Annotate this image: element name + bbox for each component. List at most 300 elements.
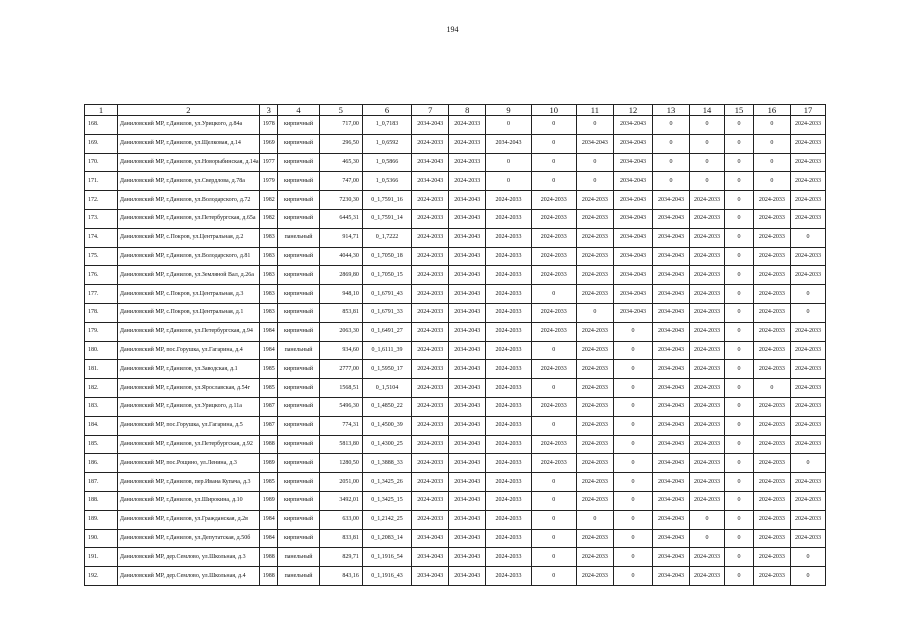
table-cell-col-17: 0: [790, 303, 825, 322]
table-cell-col-16: 2024-2033: [753, 341, 790, 360]
column-header-7: 7: [412, 105, 449, 116]
table-cell-col-4: кирпичный: [278, 172, 319, 191]
table-cell-col-15: 0: [725, 172, 754, 191]
table-cell-col-6: 0_1,6491_27: [362, 322, 411, 341]
table-cell-col-2: Даниловский МР, г.Данилов, ул.Заводская, д.1: [117, 360, 259, 379]
table-cell-col-6: 0_1,6111_39: [362, 341, 411, 360]
table-cell-col-11: 2024-2033: [576, 435, 613, 454]
table-cell-col-15: 0: [725, 191, 754, 210]
table-cell-col-2: Даниловский МР, г.Данилов, ул.Широкина, д.10: [117, 491, 259, 510]
table-cell-col-17: 0: [790, 228, 825, 247]
table-cell-col-3: 1983: [259, 285, 278, 304]
table-cell-col-14: 2024-2033: [690, 473, 725, 492]
table-cell-col-7: 2034-2043: [412, 172, 449, 191]
table-cell-col-17: 2024-2033: [790, 435, 825, 454]
table-cell-col-16: 2024-2033: [753, 416, 790, 435]
table-cell-col-11: 2024-2033: [576, 491, 613, 510]
table-cell-col-15: 0: [725, 322, 754, 341]
table-cell-col-14: 0: [690, 529, 725, 548]
table-cell-col-15: 0: [725, 473, 754, 492]
table-cell-col-12: 2034-2043: [613, 247, 652, 266]
table-header-row: [85, 105, 826, 116]
table-cell-col-12: 2034-2043: [613, 191, 652, 210]
table-cell-col-4: кирпичный: [278, 266, 319, 285]
table-cell-col-13: 2034-2043: [653, 285, 690, 304]
table-row: [85, 153, 826, 172]
table-cell-col-2: Даниловский МР, г.Данилов, ул.Свердлова, д.78а: [117, 172, 259, 191]
table-row: [85, 397, 826, 416]
table-cell-col-7: 2024-2033: [412, 303, 449, 322]
table-cell-col-1: 191.: [85, 548, 118, 567]
table-cell-col-7: 2024-2033: [412, 454, 449, 473]
table-cell-col-4: кирпичный: [278, 153, 319, 172]
table-cell-col-1: 172.: [85, 191, 118, 210]
column-header-10: 10: [531, 105, 576, 116]
table-cell-col-14: 2024-2033: [690, 567, 725, 586]
table-cell-col-1: 187.: [85, 473, 118, 492]
table-cell-col-14: 0: [690, 134, 725, 153]
table-cell-col-8: 2034-2043: [449, 416, 486, 435]
table-cell-col-16: 2024-2033: [753, 454, 790, 473]
table-cell-col-17: 0: [790, 567, 825, 586]
table-cell-col-14: 2024-2033: [690, 548, 725, 567]
table-cell-col-17: 2024-2033: [790, 134, 825, 153]
table-cell-col-4: панельный: [278, 567, 319, 586]
table-cell-col-7: 2024-2033: [412, 266, 449, 285]
table-cell-col-1: 190.: [85, 529, 118, 548]
table-cell-col-9: 2024-2033: [486, 341, 531, 360]
table-cell-col-12: 2034-2043: [613, 228, 652, 247]
table-cell-col-8: 2034-2043: [449, 209, 486, 228]
table-cell-col-14: 2024-2033: [690, 454, 725, 473]
table-cell-col-14: 2024-2033: [690, 341, 725, 360]
table-cell-col-7: 2034-2043: [412, 548, 449, 567]
table-cell-col-11: 2024-2033: [576, 285, 613, 304]
table-cell-col-3: 1985: [259, 379, 278, 398]
table-cell-col-11: 2024-2033: [576, 473, 613, 492]
table-cell-col-17: 2024-2033: [790, 416, 825, 435]
table-cell-col-11: 2024-2033: [576, 360, 613, 379]
table-cell-col-6: 0_1,2142_25: [362, 510, 411, 529]
table-cell-col-17: 2024-2033: [790, 473, 825, 492]
table-cell-col-15: 0: [725, 341, 754, 360]
table-row: [85, 510, 826, 529]
table-cell-col-10: 0: [531, 172, 576, 191]
table-cell-col-15: 0: [725, 491, 754, 510]
table-cell-col-6: 0_1,7591_14: [362, 209, 411, 228]
table-cell-col-17: 2024-2033: [790, 209, 825, 228]
table-cell-col-3: 1984: [259, 510, 278, 529]
table-cell-col-5: 843,16: [319, 567, 362, 586]
table-cell-col-12: 0: [613, 454, 652, 473]
column-header-6: 6: [362, 105, 411, 116]
table-cell-col-15: 0: [725, 153, 754, 172]
table-cell-col-1: 168.: [85, 116, 118, 135]
table-cell-col-1: 185.: [85, 435, 118, 454]
table-cell-col-17: 2024-2033: [790, 153, 825, 172]
table-cell-col-16: 2024-2033: [753, 247, 790, 266]
column-header-5: 5: [319, 105, 362, 116]
table-cell-col-8: 2034-2043: [449, 473, 486, 492]
table-cell-col-6: 1_0,5366: [362, 172, 411, 191]
table-cell-col-3: 1982: [259, 191, 278, 210]
table-cell-col-3: 1989: [259, 454, 278, 473]
table-cell-col-17: 0: [790, 548, 825, 567]
table-cell-col-4: кирпичный: [278, 454, 319, 473]
table-cell-col-7: 2024-2033: [412, 247, 449, 266]
table-row: [85, 341, 826, 360]
table-cell-col-4: кирпичный: [278, 322, 319, 341]
table-cell-col-7: 2034-2043: [412, 116, 449, 135]
table-cell-col-8: 2034-2043: [449, 435, 486, 454]
table-cell-col-10: 0: [531, 416, 576, 435]
table-cell-col-3: 1983: [259, 228, 278, 247]
table-cell-col-15: 0: [725, 209, 754, 228]
table-cell-col-16: 2024-2033: [753, 567, 790, 586]
table-row: [85, 209, 826, 228]
table-cell-col-11: 0: [576, 116, 613, 135]
table-cell-col-4: кирпичный: [278, 473, 319, 492]
table-cell-col-7: 2024-2033: [412, 510, 449, 529]
table-cell-col-1: 189.: [85, 510, 118, 529]
table-cell-col-5: 717,00: [319, 116, 362, 135]
table-cell-col-6: 0_1,7050_18: [362, 247, 411, 266]
table-cell-col-12: 0: [613, 416, 652, 435]
table-cell-col-15: 0: [725, 360, 754, 379]
table-cell-col-8: 2024-2033: [449, 172, 486, 191]
table-cell-col-10: 0: [531, 510, 576, 529]
table-cell-col-7: 2034-2043: [412, 529, 449, 548]
table-cell-col-7: 2034-2043: [412, 153, 449, 172]
table-cell-col-16: 2024-2033: [753, 435, 790, 454]
table-cell-col-15: 0: [725, 548, 754, 567]
table-cell-col-13: 2034-2043: [653, 510, 690, 529]
table-cell-col-16: 2024-2033: [753, 397, 790, 416]
table-cell-col-3: 1983: [259, 247, 278, 266]
table-cell-col-14: 2024-2033: [690, 435, 725, 454]
table-cell-col-8: 2034-2043: [449, 360, 486, 379]
table-cell-col-17: 2024-2033: [790, 360, 825, 379]
table-cell-col-15: 0: [725, 379, 754, 398]
table-cell-col-3: 1983: [259, 303, 278, 322]
table-cell-col-16: 2024-2033: [753, 303, 790, 322]
table-cell-col-5: 7230,30: [319, 191, 362, 210]
table-row: [85, 116, 826, 135]
table-cell-col-10: 0: [531, 529, 576, 548]
table-cell-col-8: 2034-2043: [449, 341, 486, 360]
table-cell-col-7: 2024-2033: [412, 191, 449, 210]
table-cell-col-3: 1983: [259, 266, 278, 285]
table-cell-col-6: 0_1,5104: [362, 379, 411, 398]
table-cell-col-1: 175.: [85, 247, 118, 266]
table-cell-col-11: 2024-2033: [576, 322, 613, 341]
table-cell-col-7: 2024-2033: [412, 360, 449, 379]
table-cell-col-16: 2024-2033: [753, 548, 790, 567]
table-cell-col-3: 1982: [259, 209, 278, 228]
table-cell-col-8: 2034-2043: [449, 191, 486, 210]
table-cell-col-5: 5496,30: [319, 397, 362, 416]
table-cell-col-4: кирпичный: [278, 285, 319, 304]
table-cell-col-16: 2024-2033: [753, 322, 790, 341]
table-cell-col-12: 0: [613, 322, 652, 341]
table-row: [85, 529, 826, 548]
table-cell-col-7: 2024-2033: [412, 322, 449, 341]
table-cell-col-13: 2034-2043: [653, 379, 690, 398]
column-header-9: 9: [486, 105, 531, 116]
table-cell-col-6: 1_0,5866: [362, 153, 411, 172]
table-cell-col-4: кирпичный: [278, 360, 319, 379]
table-cell-col-3: 1988: [259, 567, 278, 586]
table-cell-col-4: панельный: [278, 548, 319, 567]
table-cell-col-7: 2024-2033: [412, 209, 449, 228]
table-cell-col-8: 2034-2043: [449, 228, 486, 247]
table-cell-col-4: кирпичный: [278, 491, 319, 510]
table-cell-col-13: 2034-2043: [653, 529, 690, 548]
column-header-15: 15: [725, 105, 754, 116]
table-cell-col-2: Даниловский МР, г.Данилов, ул.Петербургская, д.65а: [117, 209, 259, 228]
table-body: [85, 116, 826, 586]
column-header-12: 12: [613, 105, 652, 116]
table-cell-col-6: 0_1,4300_25: [362, 435, 411, 454]
table-cell-col-10: 0: [531, 134, 576, 153]
table-cell-col-3: 1985: [259, 473, 278, 492]
table-cell-col-13: 2034-2043: [653, 228, 690, 247]
table-cell-col-6: 0_1,5950_17: [362, 360, 411, 379]
table-cell-col-16: 2024-2033: [753, 473, 790, 492]
table-cell-col-10: 0: [531, 153, 576, 172]
page-number: 194: [446, 25, 459, 34]
table-cell-col-13: 2034-2043: [653, 322, 690, 341]
table-cell-col-12: 0: [613, 473, 652, 492]
table-cell-col-9: 2024-2033: [486, 454, 531, 473]
table-cell-col-1: 188.: [85, 491, 118, 510]
table-cell-col-16: 2024-2033: [753, 266, 790, 285]
table-cell-col-14: 2024-2033: [690, 209, 725, 228]
table-cell-col-11: 2024-2033: [576, 247, 613, 266]
table-cell-col-10: 0: [531, 379, 576, 398]
table-cell-col-4: панельный: [278, 341, 319, 360]
table-cell-col-9: 2024-2033: [486, 322, 531, 341]
table-cell-col-6: 0_1,7222: [362, 228, 411, 247]
table-cell-col-12: 2034-2043: [613, 209, 652, 228]
table-cell-col-17: 2024-2033: [790, 341, 825, 360]
table-cell-col-11: 2024-2033: [576, 454, 613, 473]
table-cell-col-4: кирпичный: [278, 303, 319, 322]
table-cell-col-15: 0: [725, 397, 754, 416]
table-cell-col-15: 0: [725, 510, 754, 529]
table-cell-col-3: 1988: [259, 435, 278, 454]
table-cell-col-6: 0_1,6791_43: [362, 285, 411, 304]
table-cell-col-14: 2024-2033: [690, 191, 725, 210]
table-cell-col-5: 774,31: [319, 416, 362, 435]
table-cell-col-7: 2034-2043: [412, 567, 449, 586]
table-cell-col-14: 2024-2033: [690, 416, 725, 435]
table-cell-col-16: 0: [753, 153, 790, 172]
table-cell-col-6: 0_1,1916_43: [362, 567, 411, 586]
table-cell-col-14: 2024-2033: [690, 491, 725, 510]
column-header-8: 8: [449, 105, 486, 116]
table-cell-col-1: 177.: [85, 285, 118, 304]
table-cell-col-7: 2024-2033: [412, 491, 449, 510]
table-cell-col-13: 2034-2043: [653, 416, 690, 435]
table-row: [85, 360, 826, 379]
table-cell-col-16: 0: [753, 116, 790, 135]
table-cell-col-17: 2024-2033: [790, 529, 825, 548]
table-cell-col-1: 179.: [85, 322, 118, 341]
column-header-1: 1: [85, 105, 118, 116]
table-cell-col-9: 2024-2033: [486, 247, 531, 266]
table-cell-col-6: 0_1,7591_16: [362, 191, 411, 210]
table-cell-col-15: 0: [725, 529, 754, 548]
table-cell-col-11: 0: [576, 510, 613, 529]
table-cell-col-6: 0_1,1916_54: [362, 548, 411, 567]
table-cell-col-2: Даниловский МР, г.Данилов, ул.Урицкого, д.11а: [117, 397, 259, 416]
table-cell-col-17: 2024-2033: [790, 191, 825, 210]
table-cell-col-2: Даниловский МР, г.Данилов, ул.Новорыбинская, д.14а: [117, 153, 259, 172]
table-cell-col-9: 2024-2033: [486, 191, 531, 210]
table-cell-col-6: 0_1,3425_15: [362, 491, 411, 510]
table-cell-col-11: 0: [576, 303, 613, 322]
table-cell-col-1: 173.: [85, 209, 118, 228]
table-cell-col-17: 2024-2033: [790, 266, 825, 285]
table-cell-col-13: 2034-2043: [653, 247, 690, 266]
table-cell-col-8: 2024-2033: [449, 153, 486, 172]
table-cell-col-2: Даниловский МР, дер.Семлово, ул.Школьная, д.4: [117, 567, 259, 586]
table-cell-col-15: 0: [725, 454, 754, 473]
table-row: [85, 228, 826, 247]
table-cell-col-8: 2034-2043: [449, 529, 486, 548]
table-cell-col-3: 1987: [259, 416, 278, 435]
table-cell-col-9: 2024-2033: [486, 285, 531, 304]
table-cell-col-8: 2034-2043: [449, 548, 486, 567]
table-cell-col-6: 0_1,7050_15: [362, 266, 411, 285]
table-cell-col-14: 0: [690, 116, 725, 135]
table-cell-col-7: 2024-2033: [412, 416, 449, 435]
table-cell-col-9: 0: [486, 172, 531, 191]
table-cell-col-16: 2024-2033: [753, 209, 790, 228]
table-cell-col-13: 2034-2043: [653, 266, 690, 285]
table-cell-col-5: 4044,30: [319, 247, 362, 266]
table-cell-col-13: 2034-2043: [653, 548, 690, 567]
table-cell-col-2: Даниловский МР, с.Покров, ул.Центральная, д.3: [117, 285, 259, 304]
table-cell-col-1: 186.: [85, 454, 118, 473]
table-cell-col-2: Даниловский МР, пос.Горушка, ул.Гагарина, д.5: [117, 416, 259, 435]
table-cell-col-10: 0: [531, 567, 576, 586]
table-cell-col-12: 2034-2043: [613, 153, 652, 172]
table-cell-col-13: 2034-2043: [653, 191, 690, 210]
table-cell-col-10: 2024-2033: [531, 322, 576, 341]
table-cell-col-13: 2034-2043: [653, 303, 690, 322]
table-cell-col-1: 182.: [85, 379, 118, 398]
table-cell-col-14: 2024-2033: [690, 266, 725, 285]
table-cell-col-5: 1280,50: [319, 454, 362, 473]
table-row: [85, 473, 826, 492]
table-cell-col-15: 0: [725, 266, 754, 285]
table-cell-col-14: 0: [690, 172, 725, 191]
table-cell-col-3: 1989: [259, 491, 278, 510]
table-cell-col-16: 2024-2033: [753, 228, 790, 247]
table-cell-col-1: 169.: [85, 134, 118, 153]
table-cell-col-1: 184.: [85, 416, 118, 435]
table-cell-col-7: 2024-2033: [412, 473, 449, 492]
data-table-container: [84, 104, 826, 586]
table-cell-col-17: 2024-2033: [790, 172, 825, 191]
table-cell-col-1: 192.: [85, 567, 118, 586]
table-cell-col-4: кирпичный: [278, 134, 319, 153]
table-cell-col-2: Даниловский МР, пос.Рощино, ул.Ленина, д.3: [117, 454, 259, 473]
table-cell-col-17: 2024-2033: [790, 322, 825, 341]
table-cell-col-9: 0: [486, 153, 531, 172]
table-cell-col-5: 948,10: [319, 285, 362, 304]
table-cell-col-8: 2034-2043: [449, 491, 486, 510]
table-cell-col-9: 2024-2033: [486, 473, 531, 492]
table-cell-col-5: 6445,31: [319, 209, 362, 228]
table-cell-col-10: 2024-2033: [531, 191, 576, 210]
table-cell-col-17: 0: [790, 285, 825, 304]
table-cell-col-9: 2024-2033: [486, 529, 531, 548]
table-cell-col-8: 2034-2043: [449, 510, 486, 529]
column-header-3: 3: [259, 105, 278, 116]
table-cell-col-9: 2024-2033: [486, 567, 531, 586]
column-header-16: 16: [753, 105, 790, 116]
table-cell-col-9: 2024-2033: [486, 416, 531, 435]
table-cell-col-17: 2024-2033: [790, 510, 825, 529]
table-cell-col-16: 2024-2033: [753, 285, 790, 304]
table-cell-col-8: 2034-2043: [449, 266, 486, 285]
table-cell-col-9: 2024-2033: [486, 379, 531, 398]
table-cell-col-11: 2024-2033: [576, 266, 613, 285]
table-cell-col-6: 0_1,4500_39: [362, 416, 411, 435]
table-cell-col-5: 2777,00: [319, 360, 362, 379]
table-cell-col-9: 2024-2033: [486, 209, 531, 228]
table-row: [85, 548, 826, 567]
table-cell-col-15: 0: [725, 247, 754, 266]
table-cell-col-7: 2024-2033: [412, 379, 449, 398]
table-cell-col-5: 5813,80: [319, 435, 362, 454]
table-cell-col-9: 2024-2033: [486, 228, 531, 247]
column-header-14: 14: [690, 105, 725, 116]
table-cell-col-12: 0: [613, 510, 652, 529]
table-cell-col-1: 170.: [85, 153, 118, 172]
table-cell-col-6: 1_0,6592: [362, 134, 411, 153]
table-cell-col-14: 2024-2033: [690, 397, 725, 416]
table-cell-col-13: 0: [653, 172, 690, 191]
table-row: [85, 134, 826, 153]
table-cell-col-12: 2034-2043: [613, 266, 652, 285]
table-cell-col-14: 0: [690, 153, 725, 172]
table-cell-col-5: 296,50: [319, 134, 362, 153]
table-cell-col-17: 2024-2033: [790, 397, 825, 416]
column-header-13: 13: [653, 105, 690, 116]
table-cell-col-12: 0: [613, 548, 652, 567]
table-cell-col-6: 0_1,3425_26: [362, 473, 411, 492]
table-cell-col-3: 1977: [259, 153, 278, 172]
table-cell-col-6: 1_0,7183: [362, 116, 411, 135]
table-cell-col-4: панельный: [278, 228, 319, 247]
table-cell-col-2: Даниловский МР, г.Данилов, ул.Ярославская, д.54г: [117, 379, 259, 398]
table-cell-col-13: 0: [653, 153, 690, 172]
table-cell-col-14: 2024-2033: [690, 379, 725, 398]
table-cell-col-7: 2024-2033: [412, 435, 449, 454]
table-cell-col-11: 2024-2033: [576, 416, 613, 435]
table-cell-col-9: 2024-2033: [486, 303, 531, 322]
table-cell-col-9: 0: [486, 116, 531, 135]
table-cell-col-11: 0: [576, 153, 613, 172]
table-cell-col-2: Даниловский МР, г.Данилов, ул.Петербургская, д.92: [117, 435, 259, 454]
table-cell-col-10: 0: [531, 548, 576, 567]
table-cell-col-9: 2034-2043: [486, 134, 531, 153]
table-cell-col-4: кирпичный: [278, 416, 319, 435]
